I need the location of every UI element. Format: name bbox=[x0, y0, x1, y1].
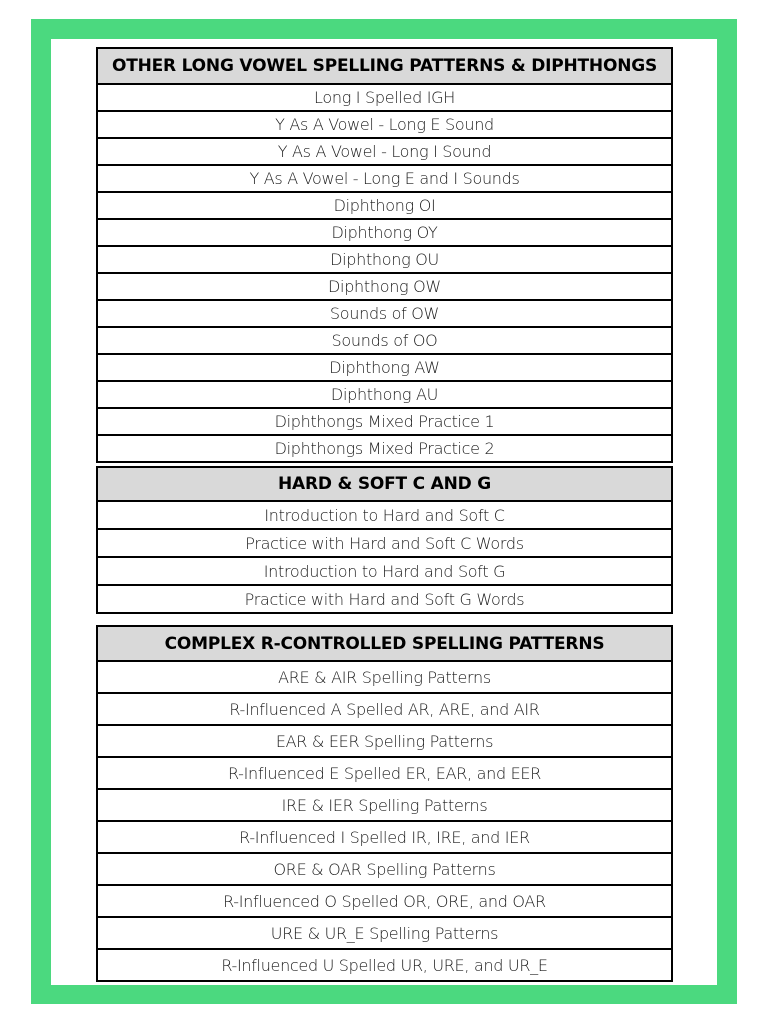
table-row bbox=[97, 192, 672, 219]
lesson-title: Sounds of OW bbox=[97, 300, 672, 327]
section-table-long-vowels bbox=[96, 47, 673, 463]
section-header: HARD & SOFT C AND G bbox=[97, 467, 672, 501]
table-row bbox=[97, 501, 672, 529]
table-row bbox=[97, 725, 672, 757]
table-row bbox=[97, 300, 672, 327]
table-row bbox=[97, 585, 672, 613]
table-row bbox=[97, 246, 672, 273]
table-row bbox=[97, 273, 672, 300]
lesson-title: Sounds of OO bbox=[97, 327, 672, 354]
table-row bbox=[97, 885, 672, 917]
table-row bbox=[97, 529, 672, 557]
table-row bbox=[97, 757, 672, 789]
lesson-title: Long I Spelled IGH bbox=[97, 84, 672, 111]
section-table-hard-soft bbox=[96, 466, 673, 614]
table-row bbox=[97, 408, 672, 435]
lesson-title: Y As A Vowel - Long E Sound bbox=[97, 111, 672, 138]
section-table-r-controlled bbox=[96, 625, 673, 982]
table-row bbox=[97, 354, 672, 381]
table-row bbox=[97, 557, 672, 585]
lesson-title: R-Influenced E Spelled ER, EAR, and EER bbox=[97, 757, 672, 789]
lesson-title: Diphthong AU bbox=[97, 381, 672, 408]
lesson-title: R-Influenced O Spelled OR, ORE, and OAR bbox=[97, 885, 672, 917]
lesson-title: Diphthong AW bbox=[97, 354, 672, 381]
table-row bbox=[97, 219, 672, 246]
table-row bbox=[97, 821, 672, 853]
table-row bbox=[97, 853, 672, 885]
lesson-title: Diphthong OI bbox=[97, 192, 672, 219]
lesson-title: ORE & OAR Spelling Patterns bbox=[97, 853, 672, 885]
table-row bbox=[97, 693, 672, 725]
table-row bbox=[97, 789, 672, 821]
table-row bbox=[97, 661, 672, 693]
section-header: COMPLEX R-CONTROLLED SPELLING PATTERNS bbox=[97, 626, 672, 661]
table-row bbox=[97, 111, 672, 138]
lesson-title: Y As A Vowel - Long E and I Sounds bbox=[97, 165, 672, 192]
lesson-title: Y As A Vowel - Long I Sound bbox=[97, 138, 672, 165]
lesson-title: R-Influenced A Spelled AR, ARE, and AIR bbox=[97, 693, 672, 725]
table-row bbox=[97, 138, 672, 165]
table-row bbox=[97, 435, 672, 462]
table-row bbox=[97, 917, 672, 949]
section-header: OTHER LONG VOWEL SPELLING PATTERNS & DIPHTHONGS bbox=[97, 48, 672, 84]
lesson-title: Diphthongs Mixed Practice 2 bbox=[97, 435, 672, 462]
lesson-title: ARE & AIR Spelling Patterns bbox=[97, 661, 672, 693]
lesson-title: Diphthong OY bbox=[97, 219, 672, 246]
table-row bbox=[97, 949, 672, 981]
lesson-title: Diphthong OU bbox=[97, 246, 672, 273]
lesson-title: Diphthong OW bbox=[97, 273, 672, 300]
lesson-title: Diphthongs Mixed Practice 1 bbox=[97, 408, 672, 435]
lesson-title: Practice with Hard and Soft C Words bbox=[97, 529, 672, 557]
lesson-title: Introduction to Hard and Soft G bbox=[97, 557, 672, 585]
lesson-title: Practice with Hard and Soft G Words bbox=[97, 585, 672, 613]
lesson-title: Introduction to Hard and Soft C bbox=[97, 501, 672, 529]
lesson-title: IRE & IER Spelling Patterns bbox=[97, 789, 672, 821]
lesson-title: R-Influenced U Spelled UR, URE, and UR_E bbox=[97, 949, 672, 981]
table-row bbox=[97, 84, 672, 111]
table-row bbox=[97, 381, 672, 408]
table-row bbox=[97, 165, 672, 192]
lesson-title: EAR & EER Spelling Patterns bbox=[97, 725, 672, 757]
lesson-title: R-Influenced I Spelled IR, IRE, and IER bbox=[97, 821, 672, 853]
table-row bbox=[97, 327, 672, 354]
lesson-title: URE & UR_E Spelling Patterns bbox=[97, 917, 672, 949]
